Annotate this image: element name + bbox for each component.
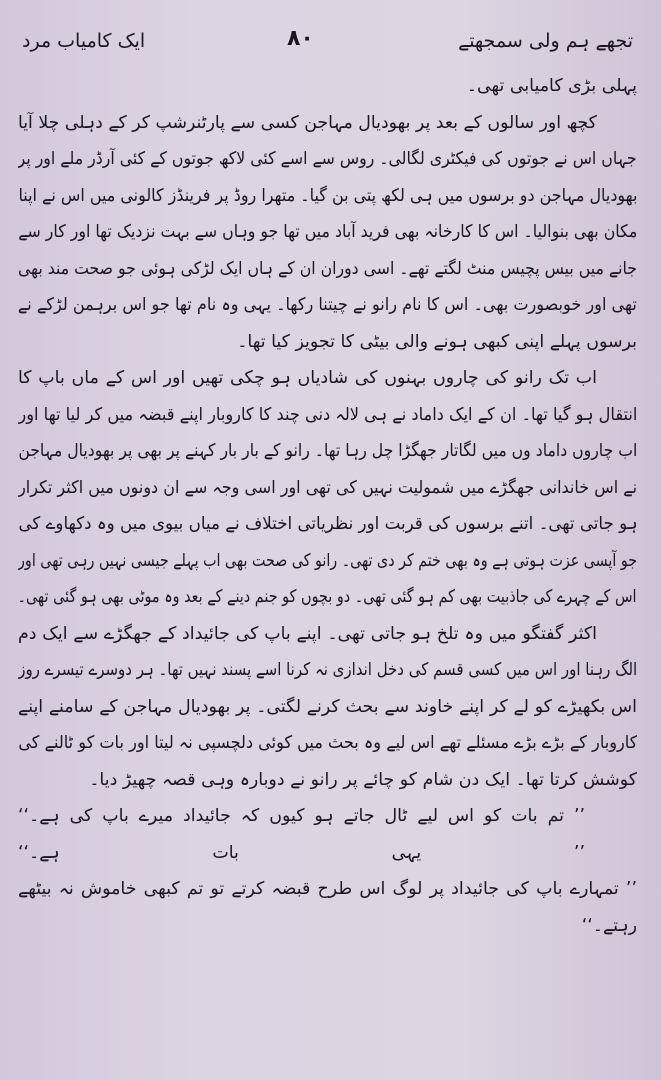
text-line: اس کے چہرے کی جاذبیت بھی کم ہو گئی تھی۔ دو بچوں کو جنم دینے کے بعد وہ موٹی بھی ہو گئی تھی۔ (18, 587, 637, 607)
story-title: ایک کامیاب مرد (22, 30, 146, 52)
text-line: کاروبار کے بڑے بڑے مسئلے تھے اس لیے وہ بحث میں کوئی دلچسپی نہ لیتا اور بات کو ٹالنے کی (18, 733, 637, 753)
text-line: اب تک رانو کی چاروں بہنوں کی شادیاں ہو چکی تھیں اور اس کے ماں باپ کا (18, 368, 597, 388)
running-title: تجھے ہم ولی سمجھتے (458, 30, 633, 52)
text-line: برسوں پہلے اپنی کبھی ہونے والی بیٹی کا تجویز کیا تھا۔ (237, 331, 637, 352)
text-line: مکان بھی بنوالیا۔ اس کا کارخانہ بھی فرید آباد میں تھا جو وہاں سے بہت نزدیک تھا اور کار سے (18, 222, 637, 242)
text-line: نے اس خاندانی جھگڑے میں شمولیت نہیں کی تھی اور اسی وجہ سے ان دونوں میں اکثر تکرار (18, 477, 637, 498)
text-line: ہو جاتی تھی۔ اتنے برسوں کی قربت اور نظریاتی اختلاف نے میاں بیوی میں وہ دکھاوے کی (18, 514, 637, 534)
text-line: اکثر گفتگو میں وہ تلخ ہو جاتی تھی۔ اپنے باپ کی جائیداد کے جھگڑے سے ایک دم (18, 623, 597, 644)
dialogue-line: ’’ یہی بات ہے۔‘‘ (18, 842, 585, 863)
text-line: جانے میں بیس پچیس منٹ لگتے تھے۔ اسی دوران ان کے ہاں ایک لڑکی ہوئی جو صحت مند بھی (18, 258, 637, 279)
text-line: انتقال ہو گیا تھا۔ ان کے ایک داماد نے ہی لالہ دنی چند کا کاروبار اپنے قبضہ میں کر لیا تھا اور (18, 404, 637, 425)
dialogue-line: رہتے۔‘‘ (581, 915, 637, 936)
text-line: اس بکھیڑے کو لے کر اپنے خاوند سے بحث کرنے لگتی۔ پر بھودیال مہاجن کے سامنے اپنے (18, 696, 637, 717)
text-line: کچھ اور سالوں کے بعد پر بھودیال مہاجن کسی سے پارٹنرشپ کر کے دہلی چلا آیا (18, 112, 597, 133)
text-line: تھی اور خوبصورت بھی۔ اس کا نام رانو نے چیتنا رکھا۔ یہی وہ نام تھا جو اس برہمن لڑکے نے (18, 295, 637, 315)
page-header (22, 26, 633, 62)
page-body (18, 68, 637, 944)
text-line: بھودیال مہاجن دو برسوں میں ہی لکھ پتی بن گیا۔ متھرا روڈ پر فرینڈز کالونی میں اس نے اپنا (18, 185, 637, 206)
text-line: جو آپسی عزت ہوتی ہے وہ بھی ختم کر دی تھی۔ رانو کی صحت بھی اب پہلے جیسی نہیں رہی تھی اور (18, 550, 637, 571)
text-line: پہلی بڑی کامیابی تھی۔ (466, 76, 637, 96)
text-line: اب چاروں داماد وں میں لگاتار جھگڑا چل رہا تھا۔ رانو کے بار بار کہنے پر بھی پر بھودیال مہاجن (18, 441, 637, 461)
dialogue-line: ’’ تم بات کو اس لیے ٹال جاتے ہو کیوں کہ جائیداد میرے باپ کی ہے۔‘‘ (18, 806, 585, 826)
text-line: جہاں اس نے جوتوں کی فیکٹری لگالی۔ روس سے اسے کئی لاکھ جوتوں کے کئی آرڈر ملے اور پر (18, 149, 637, 169)
page-number: ۸۰ (287, 26, 314, 51)
text-line: الگ رہنا اور اس میں کسی قسم کی دخل اندازی نہ کرنا اسے پسند نہیں تھا۔ ہر دوسرے تیسرے روز (18, 660, 637, 680)
text-line: کوشش کرتا تھا۔ ایک دن شام کو چائے پر رانو نے دوبارہ وہی قصہ چھیڑ دیا۔ (89, 769, 637, 790)
dialogue-line: ’’ تمہارے باپ کی جائیداد پر لوگ اس طرح قبضہ کرتے تو تم کبھی خاموش نہ بیٹھے (18, 879, 637, 899)
